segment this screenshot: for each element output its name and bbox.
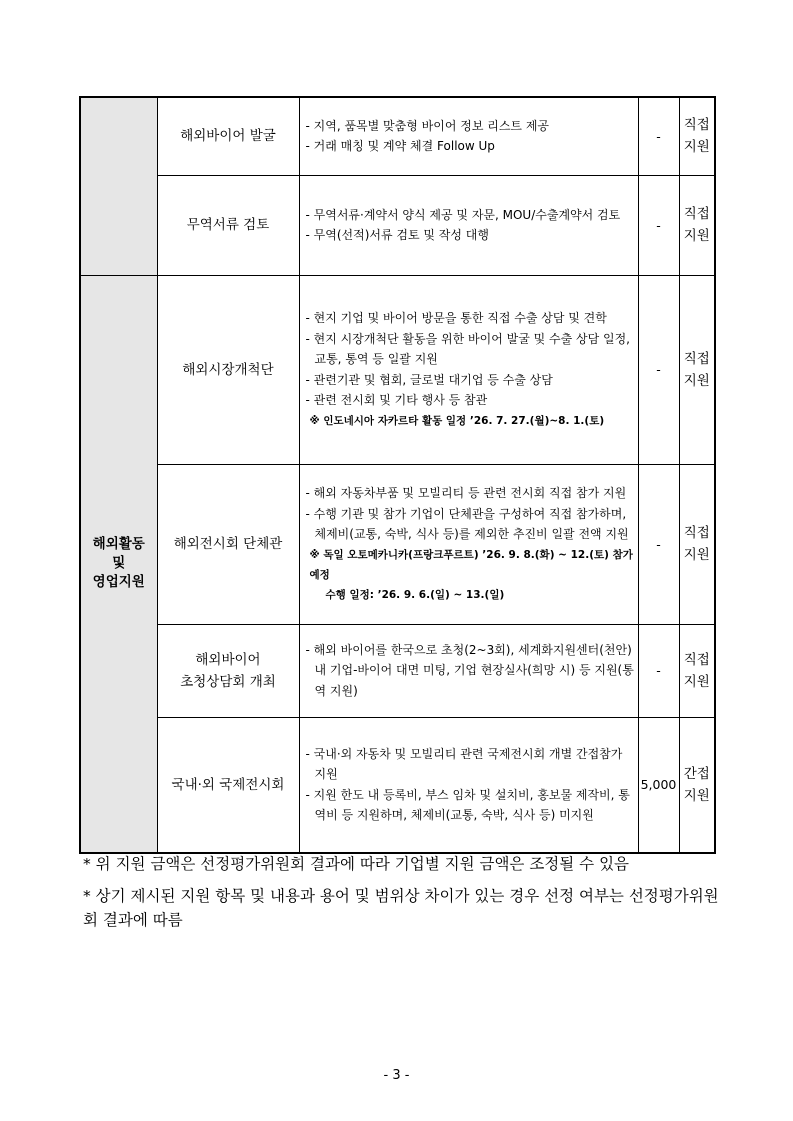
method-line: 지원 xyxy=(683,787,710,804)
page-number: - 3 - xyxy=(383,1068,410,1083)
description-line: - 관련 전시회 및 기타 행사 등 참관 xyxy=(305,393,488,408)
item-label: 무역서류 검토 xyxy=(186,217,270,233)
table-row xyxy=(80,275,715,464)
amount-cell: - xyxy=(638,624,679,717)
method-line: 간접 xyxy=(683,765,710,782)
amount-cell: - xyxy=(638,97,679,175)
item-label: 초청상담회 개최 xyxy=(180,673,276,690)
item-label: 해외시장개척단 xyxy=(182,361,274,378)
description-line: - 지원 한도 내 등록비, 부스 임차 및 설치비, 홍보물 제작비, 통역비 등 지원하며, 체제비(교통, 숙박, 식사 등) 미지원 xyxy=(305,787,630,823)
description-cell xyxy=(299,717,638,853)
category-cell-empty xyxy=(80,97,157,275)
description-line: - 현지 기업 및 바이어 방문을 통한 직접 수출 상담 및 견학 xyxy=(305,311,607,326)
item-cell xyxy=(157,717,299,853)
description-line: - 거래 매칭 및 계약 체결 Follow Up xyxy=(305,139,495,154)
description-cell xyxy=(299,175,638,275)
description-cell xyxy=(299,275,638,464)
schedule-note-continued: 수행 일정: ’26. 9. 6.(일) ~ 13.(일) xyxy=(325,588,505,601)
table-row xyxy=(80,624,715,717)
method-line: 직접 xyxy=(683,117,710,134)
table-row xyxy=(80,717,715,853)
support-table xyxy=(79,96,716,854)
amount-cell: 5,000 xyxy=(638,717,679,853)
category-line: 및 xyxy=(112,555,126,572)
item-label: 국내·외 국제전시회 xyxy=(171,776,285,793)
method-line: 지원 xyxy=(683,673,710,690)
item-label: 해외전시회 단체관 xyxy=(173,536,283,552)
method-line: 직접 xyxy=(683,350,710,367)
method-cell xyxy=(679,464,715,624)
table-row xyxy=(80,97,715,175)
method-line: 지원 xyxy=(683,547,710,563)
method-cell xyxy=(679,175,715,275)
description-cell xyxy=(299,464,638,624)
amount-cell: - xyxy=(638,175,679,275)
description-line: - 무역(선적)서류 검토 및 작성 대행 xyxy=(305,228,489,242)
description-cell xyxy=(299,97,638,175)
item-label: 해외바이어 xyxy=(195,651,261,668)
description-line: - 해외 자동차부품 및 모빌리티 등 관련 전시회 직접 참가 지원 xyxy=(305,486,627,501)
method-cell xyxy=(679,624,715,717)
description-line: - 국내·외 자동차 및 모빌리티 관련 국제전시회 개별 간접참가 지원 xyxy=(305,746,623,782)
description-line: - 지역, 품목별 맞춤형 바이어 정보 리스트 제공 xyxy=(305,118,550,133)
amount-cell: - xyxy=(638,464,679,624)
item-label: 해외바이어 발굴 xyxy=(180,128,276,145)
method-cell xyxy=(679,717,715,853)
amount-cell: - xyxy=(638,275,679,464)
method-line: 직접 xyxy=(683,206,710,222)
schedule-note: ※ 독일 오토메카니카(프랑크푸르트) ’26. 9. 8.(화) ~ 12.(토) 참가 예정 xyxy=(309,548,633,581)
category-cell xyxy=(80,275,157,853)
item-cell xyxy=(157,624,299,717)
category-line: 해외활동 xyxy=(92,536,145,553)
method-line: 직접 xyxy=(683,525,710,541)
method-line: 직접 xyxy=(683,651,710,668)
method-line: 지원 xyxy=(683,372,710,389)
method-line: 지원 xyxy=(683,228,710,244)
footnote: * 위 지원 금액은 선정평가위원회 결과에 따라 기업별 지원 금액은 조정될 수 있음 xyxy=(83,855,630,873)
footnote: * 상기 제시된 지원 항목 및 내용과 용어 및 범위상 차이가 있는 경우 선정 여부는 선정평가위원회 결과에 따름 xyxy=(83,887,719,929)
description-line: - 현지 시장개척단 활동을 위한 바이어 발굴 및 수출 상담 일정, 교통, 통역 등 일괄 지원 xyxy=(305,331,630,367)
item-cell xyxy=(157,97,299,175)
description-cell xyxy=(299,624,638,717)
item-cell xyxy=(157,275,299,464)
method-cell xyxy=(679,97,715,175)
item-cell xyxy=(157,175,299,275)
description-line: - 해외 바이어를 한국으로 초청(2~3회), 세계화지원센터(천안) 내 기업-바이어 대면 미팅, 기업 현장실사(희망 시) 등 지원(통역 지원) xyxy=(305,642,634,698)
item-cell xyxy=(157,464,299,624)
category-line: 영업지원 xyxy=(92,574,145,591)
table-row xyxy=(80,464,715,624)
method-cell xyxy=(679,275,715,464)
description-line: - 무역서류·계약서 양식 제공 및 자문, MOU/수출계약서 검토 xyxy=(305,207,621,222)
table-row xyxy=(80,175,715,275)
schedule-note: ※ 인도네시아 자카르타 활동 일정 ’26. 7. 27.(월)~8. 1.(토) xyxy=(309,414,605,427)
method-line: 지원 xyxy=(683,139,710,156)
description-line: - 관련기관 및 협회, 글로벌 대기업 등 수출 상담 xyxy=(305,372,553,387)
description-line: - 수행 기관 및 참가 기업이 단체관을 구성하여 직접 참가하며, 체제비(교통, 숙박, 식사 등)를 제외한 추진비 일괄 전액 지원 xyxy=(305,506,629,542)
